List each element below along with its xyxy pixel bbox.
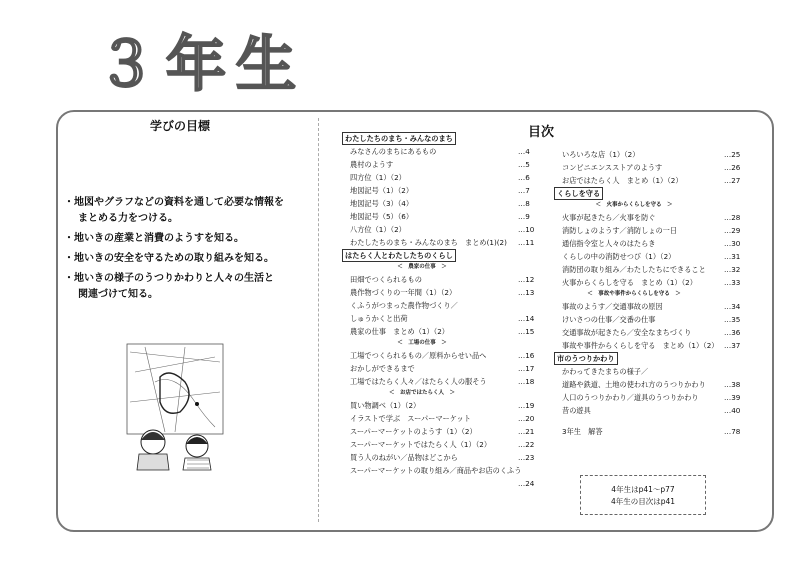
toc-section-label: わたしたちのまち・みんなのまち [342, 132, 456, 145]
toc-item-title: お店ではたらく人 まとめ（1）（2） [562, 176, 683, 185]
toc-item-title: おかしができるまで [350, 364, 415, 373]
toc-item-title: 買い物調べ（1）（2） [350, 401, 421, 410]
toc-item [554, 263, 752, 276]
toc-item [342, 412, 542, 425]
toc-item [554, 365, 752, 378]
toc-item [554, 404, 752, 417]
toc-item [554, 174, 752, 187]
toc-item-title: 農家の仕事 まとめ（1）（2） [350, 327, 449, 336]
toc-item [554, 250, 752, 263]
toc-item [554, 161, 752, 174]
toc-item [554, 326, 752, 339]
toc-item-title: スーパーマーケットではたらく人（1）（2） [350, 440, 492, 449]
grade4-note-box [580, 475, 706, 515]
toc-item [554, 378, 752, 391]
toc-item-page: …28 [724, 213, 741, 222]
goal-item [64, 251, 304, 267]
toc-item-title: けいさつの仕事／交番の仕事 [562, 315, 656, 324]
toc-item [554, 224, 752, 237]
grade-title: ３年生 [96, 30, 306, 100]
note-line: 4年生の目次はp41 [610, 497, 676, 506]
toc-item-title: 買う人のねがい／品物はどこから [350, 453, 458, 462]
toc-item [342, 349, 542, 362]
toc-item [554, 237, 752, 250]
toc-section [554, 352, 752, 365]
toc-item-page: …33 [724, 278, 741, 287]
toc-item-title: 工場でつくられるもの／原料からせい品へ [350, 351, 487, 360]
toc-item [342, 273, 542, 286]
toc-item-title: 四方位（1）（2） [350, 173, 406, 182]
toc-item-title: くらしの中の消防せつび（1）（2） [562, 252, 676, 261]
toc-item [342, 325, 542, 338]
goals-heading: 学びの目標 [150, 119, 211, 133]
toc-item-page: …7 [518, 186, 530, 195]
toc-item-title: 事故や事件からくらしを守る まとめ（1）（2） [562, 341, 719, 350]
toc-item-page: …35 [724, 315, 741, 324]
toc-item [554, 276, 752, 289]
toc-item-page: …15 [518, 327, 535, 336]
toc-item-page: …27 [724, 176, 741, 185]
toc-item-page: …40 [724, 406, 741, 415]
toc-item-title: 事故のようす／交通事故の原因 [562, 302, 663, 311]
toc-item [342, 425, 542, 438]
toc-item-page: …39 [724, 393, 741, 402]
toc-section-label: くらしを守る [554, 187, 603, 200]
toc-item-title: 昔の遊具 [562, 406, 591, 415]
toc-item-page: …25 [724, 150, 741, 159]
toc-item-page: …13 [518, 288, 535, 297]
goal-line: ・地いきの様子のうつりかわりと人々の生活と [64, 273, 274, 284]
toc-item-page: …24 [518, 479, 535, 488]
toc-item-title: イラストで学ぶ スーパーマーケット [350, 414, 471, 423]
toc-subsection: ＜ 工場の仕事 ＞ [397, 340, 447, 346]
toc-section-label: 市のうつりかわり [554, 352, 618, 365]
toc-item [342, 399, 542, 412]
toc-item [342, 223, 542, 236]
toc-item-page: …22 [518, 440, 535, 449]
toc-subsection: ＜ 事故や事件からくらしを守る ＞ [587, 291, 681, 297]
toc-item-title: 地図記号（3）（4） [350, 199, 414, 208]
toc-item-title: 農村のようす [350, 160, 394, 169]
toc-item-title: わたしたちのまち・みんなのまち まとめ(1)(2) [350, 238, 507, 247]
toc-item-title: 道路や鉄道、土地の使われ方のうつりかわり [562, 380, 706, 389]
toc-item [554, 391, 752, 404]
toc-item-page: …21 [518, 427, 535, 436]
toc-item-title: スーパーマーケットのようす（1）（2） [350, 427, 477, 436]
toc-item [342, 464, 542, 477]
toc-item-title: 田畑でつくられるもの [350, 275, 422, 284]
goal-item [64, 195, 304, 227]
toc-item-title: 通信指令室と人々のはたらき [562, 239, 656, 248]
toc-item-page: …36 [724, 328, 741, 337]
toc-item-page: …10 [518, 225, 535, 234]
toc-item-title: かわってきたまちの様子／ [562, 367, 649, 376]
toc-item-title: 工場ではたらく人々／はたらく人の服そう [350, 377, 487, 386]
toc-item-page: …8 [518, 199, 530, 208]
toc-item-page: …5 [518, 160, 530, 169]
goal-item [64, 231, 304, 247]
toc-subsection: ＜ 火事からくらしを守る ＞ [595, 202, 673, 208]
toc-item-page: …11 [518, 238, 535, 247]
toc-item [342, 197, 542, 210]
toc-item-title: スーパーマーケットの取り組み／商品やお店のくふう [350, 466, 522, 475]
toc-item-page: …19 [518, 401, 535, 410]
goals-list [64, 195, 304, 307]
toc-item-title: 地図記号（5）（6） [350, 212, 414, 221]
toc-item-title: 火事からくらしを守る まとめ（1）（2） [562, 278, 697, 287]
goal-item [64, 271, 304, 303]
toc-item-title: 消防団の取り組み／わたしたちにできること [562, 265, 706, 274]
toc-item [342, 145, 542, 158]
toc-item [554, 211, 752, 224]
toc-section-label: はたらく人とわたしたちのくらし [342, 249, 456, 262]
toc-item [342, 451, 542, 464]
goal-line: ・地図やグラフなどの資料を通して必要な情報を [64, 197, 284, 208]
toc-item [342, 299, 542, 312]
toc-item-page: …38 [724, 380, 741, 389]
toc-item-title [342, 479, 350, 488]
toc-item-page: …17 [518, 364, 535, 373]
goal-line: ・地いきの産業と消費のようすを知る。 [64, 233, 244, 244]
toc-item [554, 300, 752, 313]
toc-item-title: 消防しょのようす／消防しょの一日 [562, 226, 678, 235]
toc-section [342, 249, 542, 262]
toc-subsection: ＜ 農家の仕事 ＞ [397, 264, 447, 270]
toc-item-title: いろいろな店（1）（2） [562, 150, 640, 159]
children-map-illustration [125, 342, 225, 472]
toc-item-page: …23 [518, 453, 535, 462]
toc-item [342, 362, 542, 375]
toc-item-page: …9 [518, 212, 530, 221]
goal-line-cont: 関連づけて知る。 [78, 289, 158, 300]
toc-item-title: しゅうかくと出荷 [350, 314, 408, 323]
toc-column-right [554, 148, 752, 438]
toc-item-title: みなさんのまちにあるもの [350, 147, 437, 156]
toc-item [342, 158, 542, 171]
toc-item [342, 477, 542, 490]
toc-item [342, 438, 542, 451]
toc-item [342, 236, 542, 249]
toc-item-title: 交通事故が起きたら／安全なまちづくり [562, 328, 692, 337]
toc-item [342, 312, 542, 325]
toc-item-page: …20 [518, 414, 535, 423]
goal-line: ・地いきの安全を守るための取り組みを知る。 [64, 253, 274, 264]
toc-item-page: …26 [724, 163, 741, 172]
toc-item-title: 農作物づくりの一年間（1）（2） [350, 288, 457, 297]
note-line: 4年生はp41～p77 [611, 485, 675, 494]
toc-item [342, 286, 542, 299]
toc-spacer [554, 417, 752, 425]
toc-item-page: …6 [518, 173, 530, 182]
toc-item [554, 425, 752, 438]
toc-item [342, 210, 542, 223]
toc-section [342, 132, 542, 145]
toc-item-page: …32 [724, 265, 741, 274]
toc-item-page: …31 [724, 252, 741, 261]
toc-section [554, 187, 752, 200]
toc-item-page: …29 [724, 226, 741, 235]
toc-item-page: …14 [518, 314, 535, 323]
toc-item [342, 375, 542, 388]
toc-item-page: …78 [724, 427, 741, 436]
toc-item-page: …18 [518, 377, 535, 386]
toc-item-page: …34 [724, 302, 741, 311]
goal-line-cont: まとめる力をつける。 [78, 213, 178, 224]
toc-item-page: …4 [518, 147, 530, 156]
toc-item-title: くふうがつまった農作物づくり／ [350, 301, 458, 310]
toc-item-page: …37 [724, 341, 741, 350]
toc-heading: 目次 [528, 125, 555, 140]
toc-item-title: 人口のうつりかわり／道具のうつりかわり [562, 393, 699, 402]
toc-item-title: コンビニエンスストアのようす [562, 163, 663, 172]
toc-subsection: ＜ お店ではたらく人 ＞ [388, 390, 455, 396]
toc-item-page: …16 [518, 351, 535, 360]
toc-item [554, 339, 752, 352]
toc-item-page: …30 [724, 239, 741, 248]
toc-item [554, 313, 752, 326]
page-divider [318, 118, 319, 522]
toc-item-title: 八方位（1）（2） [350, 225, 406, 234]
toc-item-page: …12 [518, 275, 535, 284]
toc-item [342, 184, 542, 197]
toc-item-title: 火事が起きたら／火事を防ぐ [562, 213, 656, 222]
toc-item-title: 3年生 解答 [562, 427, 603, 436]
toc-column-left [342, 132, 542, 490]
toc-item [342, 171, 542, 184]
toc-item [554, 148, 752, 161]
toc-item-title: 地図記号（1）（2） [350, 186, 414, 195]
